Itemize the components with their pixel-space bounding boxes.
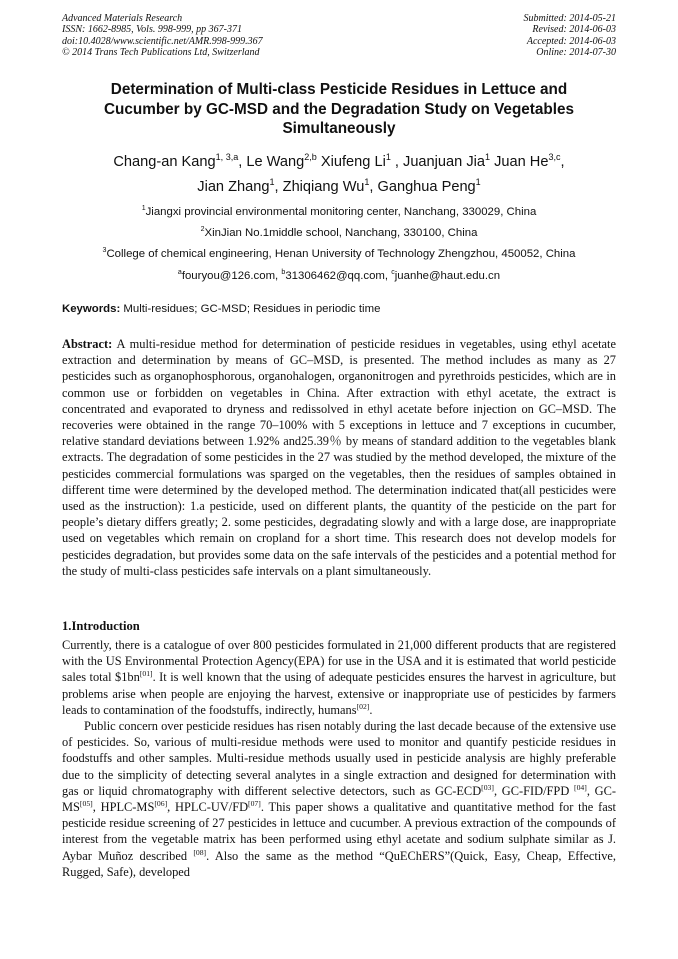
email-address[interactable]: fouryou@126.com, (181, 269, 282, 282)
title-line: Cucumber by GC-MSD and the Degradation Study on Vegetables (103, 100, 575, 118)
paragraph-text: . It is well known that the using of adequate pesticides ensures the harvest in agriculture, but problems arise when people are enjoying the harvest, extensive or inappropriate use of pesticides by farmers leads to contamination of the foodstuffs, indirectly, humans (62, 670, 616, 717)
submitted-date: Submitted: 2014-05-21 (523, 13, 616, 24)
issn-line: ISSN: 1662-8985, Vols. 998-999, pp 367-371 (62, 24, 242, 36)
email-line (40, 266, 638, 287)
online-date: Online: 2014-07-30 (536, 47, 616, 59)
journal-header (62, 13, 616, 59)
paragraph (62, 637, 616, 718)
revised-date: Revised: 2014-06-03 (532, 24, 616, 36)
affiliation-list (40, 202, 638, 287)
affil-mark: 2 (200, 226, 205, 234)
introduction-body (62, 637, 616, 880)
affil-mark: 3 (102, 247, 107, 255)
abstract-text: A multi-residue method for determination of pesticide residues in vegetables, using ethyl acetate extraction and determination by means of GC–MSD, is presented. The method includes as many as 27 pesticides such as organophosphorous, organohalogen, organonitrogen and pyrethroids pesticides, which are in common use or forbidden on vegetables in China. After extraction with ethyl acetate, the extract is concentrated and evaporated to dryness and redissolved in ethyl acetate before injection on GC–MSD. The recoveries were obtained in the range 70–100% with 5 exceptions in lettuce and 7 exceptions in cucumber, relative standard deviations between 1.92% and25.39％ by means of standard addition to the vegetables blank extracts. The degradation of some pesticides in the 27 was studied by the method developed, the mixture of the pesticides commercial formulations was sparged on the vegetables, then the residues of samples obtained in different time were determined by the developed method. The determination indicated that(all pesticides were used as the instruction): 1.a pesticide, used on different plants, the quantity of the pesticide on the part for people’s dietary differs greatly; 2. some pesticides, degradating slowly and with a large dose, are inappropriate used on vegetables which remain on cropland for a short time. This research does not develop models for pesticides degradation, but provides some data on the safe intervals of the pesticides and a potential method for the study of multi-class pesticides safe intervals on a plant simultaneously. (62, 337, 616, 578)
keywords-label: Keywords: (62, 303, 121, 315)
citation-ref[interactable]: [03] (481, 782, 494, 792)
paragraph-text: Public concern over pesticide residues has risen notably during the last decade because of the extensive use of pesticides. So, various of multi-residue methods were used to monitor and quantify pesticide residues in foodstuffs and other samples. Multi-residue methods usually used in pesticide analysis are highly preferable due to the simplicity of detecting several analytes in a single extraction and designed for determination with gas or liquid chromatography with different selective detectors, such as GC-ECD (62, 719, 616, 798)
author-affil-mark: 1 (484, 152, 491, 163)
abstract (62, 336, 616, 579)
author-affil-mark: 1 (475, 176, 481, 187)
author-affil-mark: 1, 3,a (215, 152, 239, 163)
author-separator: , (560, 154, 565, 170)
paragraph-text: . This paper shows a qualitative and quantitative method for the fast pesticide residue screening of 27 pesticides in lettuce and cucumber. A previous extraction of the compounds of interest from the vegetable matrix has been performed using ethyl acetate and sodium sulphate similar as J. Aybar Muñoz described (62, 800, 617, 863)
affil-text: College of chemical engineering, Henan University of Technology Zhengzhou, 450052, China (106, 248, 576, 261)
author-name: , Ganghua Peng (369, 178, 476, 195)
citation-ref[interactable]: [06] (154, 798, 168, 808)
author-affil-mark: 3,c (548, 152, 561, 163)
author-line (50, 175, 628, 200)
paragraph-text: . (369, 702, 373, 717)
author-affil-mark: 1 (364, 176, 370, 187)
citation-ref[interactable]: [08] (193, 847, 207, 857)
citation-ref[interactable]: [05] (79, 798, 93, 808)
paragraph (62, 718, 616, 880)
keywords (62, 302, 616, 316)
affil-text: XinJian No.1middle school, Nanchang, 330100, China (204, 227, 478, 240)
title-line: Determination of Multi-class Pesticide Residues in Lettuce and (110, 81, 568, 98)
abstract-label: Abstract: (62, 337, 113, 351)
paragraph-text: , GC-FID/FPD (493, 783, 575, 798)
citation-ref[interactable]: [01] (139, 669, 153, 679)
author-name: Jian Zhang (197, 178, 270, 195)
author-name: , Zhiqiang Wu (274, 178, 365, 195)
paper-title (70, 80, 608, 139)
author-name: Xiufeng Li (316, 154, 386, 170)
email-mark: a (177, 268, 182, 276)
email-mark: c (391, 268, 395, 276)
affiliation (40, 244, 638, 265)
author-list (50, 150, 628, 199)
affiliation (40, 202, 638, 223)
affil-text: Jiangxi provincial environmental monitoring center, Nanchang, 330029, China (145, 206, 537, 218)
journal-name: Advanced Materials Research (62, 13, 183, 24)
author-name: , Le Wang (238, 154, 305, 170)
date-info (524, 13, 617, 59)
citation-ref[interactable]: [02] (356, 701, 370, 711)
citation-ref[interactable]: [07] (248, 798, 261, 808)
section-heading: 1.Introduction (62, 619, 140, 633)
paragraph-text: , HPLC-UV/FD (167, 800, 249, 815)
author-name: Juan He (490, 154, 549, 170)
author-line (50, 150, 628, 175)
copyright-line: © 2014 Trans Tech Publications Ltd, Switzerland (62, 47, 260, 59)
paragraph-text: . Also the same as the method “QuEChERS”(Quick, Easy, Cheap, Effective, Rugged, Safe), developed (62, 848, 617, 879)
paragraph-text: Currently, there is a catalogue of over 800 pesticides formulated in 21,000 different products that are registered with the US Environmental Protection Agency(EPA) for use in the USA and it is estimated that world pesticide sales total $1bn (62, 638, 616, 685)
email-mark: b (281, 268, 286, 276)
paragraph-text: , HPLC-MS (92, 800, 155, 815)
citation-ref[interactable]: [04] (574, 782, 587, 792)
affil-mark: 1 (141, 205, 146, 213)
affiliation (40, 223, 638, 244)
email-address[interactable]: 31306462@qq.com, (285, 269, 392, 282)
author-affil-mark: 1 (269, 176, 275, 187)
doi-line: doi:10.4028/www.scientific.net/AMR.998-999.367 (62, 35, 263, 47)
journal-info (62, 13, 263, 59)
author-affil-mark: 2,b (304, 152, 317, 163)
author-affil-mark: 1 (385, 152, 391, 163)
paragraph-text: , GC-MS (62, 783, 616, 815)
title-line: Simultaneously (282, 120, 396, 137)
accepted-date: Accepted: 2014-06-03 (526, 35, 616, 47)
author-name: Chang-an Kang (113, 154, 216, 170)
email-address[interactable]: juanhe@haut.edu.cn (394, 269, 501, 282)
keywords-text: Multi-residues; GC-MSD; Residues in periodic time (120, 303, 381, 315)
author-name: , Juanjuan Jia (390, 154, 485, 170)
